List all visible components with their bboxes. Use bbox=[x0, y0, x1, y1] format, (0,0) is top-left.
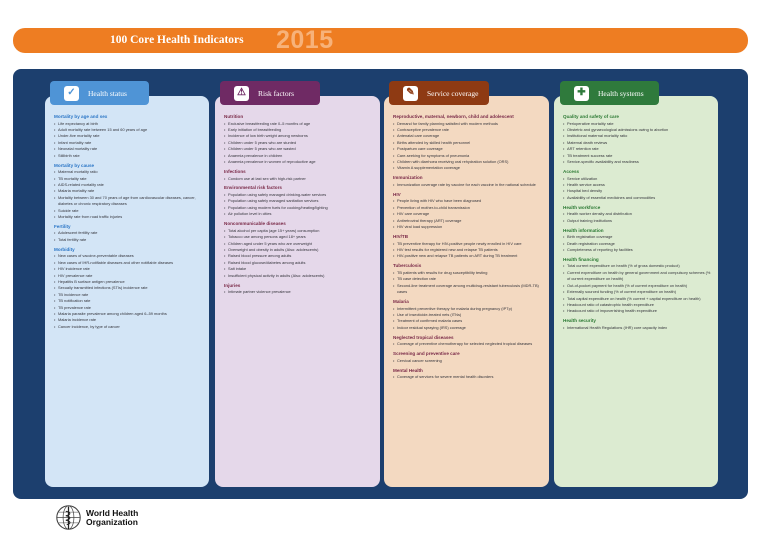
section-heading: Quality and safety of care bbox=[563, 114, 619, 119]
indicator-list bbox=[563, 176, 712, 202]
section-heading: Reproductive, maternal, newborn, child and adolescent bbox=[393, 114, 514, 119]
indicator-item: • Institutional maternal mortality ratio bbox=[563, 133, 712, 139]
indicator-item: • Antenatal care coverage bbox=[393, 133, 543, 139]
indicator-item: • Children under 5 years who are wasted bbox=[224, 146, 374, 152]
indicator-item: • Treatment of confirmed malaria cases bbox=[393, 318, 543, 324]
indicator-item: • HIV-positive new and relapse TB patients on ART during TB treatment bbox=[393, 253, 543, 259]
indicator-item: • HIV prevalence rate bbox=[54, 273, 203, 279]
indicator-list bbox=[393, 121, 543, 172]
indicator-item: • Incidence of low birth weight among newborns bbox=[224, 133, 374, 139]
indicator-section bbox=[563, 228, 712, 254]
org-name-line1: World Health bbox=[86, 507, 139, 518]
title-year: 2015 bbox=[276, 26, 334, 54]
indicator-item: • Neonatal mortality rate bbox=[54, 146, 203, 152]
syringe-icon: ✎ bbox=[403, 86, 418, 101]
indicator-item: • Contraceptive prevalence rate bbox=[393, 127, 543, 133]
indicator-item: • Adult mortality rate between 15 and 60 years of age bbox=[54, 127, 203, 133]
indicator-item: • Hospital bed density bbox=[563, 188, 712, 194]
section-heading: Mortality by age and sex bbox=[54, 114, 108, 119]
indicator-list bbox=[393, 374, 543, 380]
indicator-item: • Malaria parasite prevalence among children aged 6–59 months bbox=[54, 311, 203, 317]
indicator-item: • Raised blood glucose/diabetes among adults bbox=[224, 260, 374, 266]
who-logo bbox=[55, 504, 138, 531]
indicator-item: • TB preventive therapy for HIV-positive people newly enrolled in HIV care bbox=[393, 241, 543, 247]
indicator-item: • Coverage of services for severe mental health disorders bbox=[393, 374, 543, 380]
indicator-list bbox=[393, 358, 543, 364]
indicator-list bbox=[563, 121, 712, 166]
indicator-item: • Population using safely managed drinking-water services bbox=[224, 192, 374, 198]
indicator-item: • Children aged under 5 years who are overweight bbox=[224, 241, 374, 247]
indicator-section bbox=[224, 283, 374, 296]
tab-label: Health status bbox=[88, 88, 127, 98]
indicator-list bbox=[224, 121, 374, 166]
section-heading: Health financing bbox=[563, 256, 599, 262]
section-heading: Access bbox=[563, 168, 580, 174]
indicator-item: • Births attended by skilled health personnel bbox=[393, 140, 543, 146]
section-heading: Tuberculosis bbox=[393, 263, 422, 269]
indicator-item: • Life expectancy at birth bbox=[54, 121, 203, 127]
indicator-item: • Insufficient physical activity in adults (Also: adolescents) bbox=[224, 273, 374, 279]
indicator-section bbox=[393, 192, 543, 231]
indicator-item: • Headcount ratio of impoverishing health expenditure bbox=[563, 308, 712, 314]
indicator-item: • Care-seeking for symptoms of pneumonia bbox=[393, 153, 543, 159]
indicator-section bbox=[54, 163, 203, 221]
indicator-list bbox=[563, 263, 712, 314]
warning-icon: ⚠ bbox=[234, 86, 249, 101]
indicator-list bbox=[54, 121, 203, 159]
indicator-item: • Birth registration coverage bbox=[563, 234, 712, 240]
indicator-item: • Anaemia prevalence in children bbox=[224, 153, 374, 159]
indicator-section bbox=[54, 114, 203, 159]
indicator-item: • Prevention of mother-to-child transmission bbox=[393, 205, 543, 211]
indicator-item: • Mortality rate from road traffic injuries bbox=[54, 214, 203, 220]
indicator-item: • Cancer incidence, by type of cancer bbox=[54, 324, 203, 330]
indicator-item: • Service-specific availability and readiness bbox=[563, 159, 712, 165]
indicator-item: • Out-of-pocket payment for health (% of current expenditure on health) bbox=[563, 283, 712, 289]
indicator-item: • Tobacco use among persons aged 18+ years bbox=[224, 234, 374, 240]
indicator-item: • Use of insecticide-treated nets (ITNs) bbox=[393, 312, 543, 318]
tab-service-coverage bbox=[389, 81, 489, 105]
indicator-item: • New cases of IHR-notifiable diseases and other notifiable diseases bbox=[54, 260, 203, 266]
section-heading: Screening and preventive care bbox=[393, 351, 460, 357]
section-heading: Mental Health bbox=[393, 367, 423, 373]
section-heading: Neglected tropical diseases bbox=[393, 334, 454, 340]
indicator-item: • Health service access bbox=[563, 182, 712, 188]
tab-health-status bbox=[50, 81, 149, 105]
indicator-list bbox=[563, 211, 712, 224]
indicator-item: • Suicide rate bbox=[54, 208, 203, 214]
tab-label: Service coverage bbox=[427, 88, 479, 98]
indicator-item: • TB patients with results for drug susceptibility testing bbox=[393, 270, 543, 276]
indicator-item: • Total fertility rate bbox=[54, 237, 203, 243]
indicator-item: • Vitamin A supplementation coverage bbox=[393, 165, 543, 171]
indicator-list bbox=[224, 289, 374, 295]
indicator-item: • Perioperative mortality rate bbox=[563, 121, 712, 127]
indicator-item: • TB notification rate bbox=[54, 298, 203, 304]
indicator-item: • People living with HIV who have been diagnosed bbox=[393, 198, 543, 204]
indicator-item: • TB prevalence rate bbox=[54, 305, 203, 311]
indicator-item: • Under-five mortality rate bbox=[54, 133, 203, 139]
indicator-item: • Air pollution level in cities bbox=[224, 211, 374, 217]
indicator-section bbox=[393, 114, 543, 172]
tab-label: Health systems bbox=[598, 88, 644, 98]
indicator-item: • Coverage of preventive chemotherapy for selected neglected tropical diseases bbox=[393, 341, 543, 347]
section-heading: HIV/TB bbox=[393, 233, 409, 239]
indicator-item: • Immunization coverage rate by vaccine for each vaccine in the national schedule bbox=[393, 182, 543, 188]
indicator-item: • Overweight and obesity in adults (Also: adolescents) bbox=[224, 247, 374, 253]
indicator-item: • Current expenditure on health by general government and compulsory schemes (% of current expenditure on health) bbox=[563, 270, 712, 283]
indicator-section bbox=[393, 299, 543, 331]
indicator-item: • Infant mortality rate bbox=[54, 140, 203, 146]
section-heading: Health workforce bbox=[563, 204, 601, 210]
indicator-item: • Raised blood pressure among adults bbox=[224, 253, 374, 259]
indicator-item: • Maternal mortality ratio bbox=[54, 169, 203, 175]
indicator-list bbox=[393, 182, 543, 188]
indicator-item: • Availability of essential medicines and commodities bbox=[563, 195, 712, 201]
section-heading: Environmental risk factors bbox=[224, 185, 282, 191]
indicator-section bbox=[224, 221, 374, 279]
indicator-item: • Malaria mortality rate bbox=[54, 188, 203, 194]
indicator-section bbox=[393, 175, 543, 188]
section-heading: Health security bbox=[563, 318, 596, 324]
indicator-list bbox=[563, 325, 712, 331]
indicator-item: • Children with diarrhoea receiving oral rehydration solution (ORS) bbox=[393, 159, 543, 165]
medical-cross-icon: ✚ bbox=[574, 86, 589, 101]
indicator-item: • Adolescent fertility rate bbox=[54, 230, 203, 236]
indicator-section bbox=[224, 114, 374, 165]
indicator-section bbox=[54, 247, 203, 330]
indicator-item: • Health worker density and distribution bbox=[563, 211, 712, 217]
indicator-item: • Early initiation of breastfeeding bbox=[224, 127, 374, 133]
indicator-section bbox=[393, 335, 543, 348]
indicator-section bbox=[224, 185, 374, 217]
section-heading: HIV bbox=[393, 191, 401, 197]
indicator-item: • Intermittent preventive therapy for malaria during pregnancy (IPTp) bbox=[393, 306, 543, 312]
indicator-item: • Total current expenditure on health (% of gross domestic product) bbox=[563, 263, 712, 269]
indicator-list bbox=[393, 241, 543, 260]
indicator-list bbox=[393, 341, 543, 347]
indicator-list bbox=[393, 306, 543, 332]
section-heading: Immunization bbox=[393, 175, 423, 181]
indicator-list bbox=[224, 192, 374, 218]
indicator-list bbox=[54, 253, 203, 330]
indicator-item: • Children under 5 years who are stunted bbox=[224, 140, 374, 146]
indicator-list bbox=[54, 169, 203, 220]
indicator-item: • International Health Regulations (IHR) core capacity index bbox=[563, 325, 712, 331]
title-banner bbox=[13, 28, 748, 53]
indicator-item: • Condom use at last sex with high-risk partner bbox=[224, 176, 374, 182]
indicator-section bbox=[393, 368, 543, 381]
indicator-item: • HIV viral load suppression bbox=[393, 224, 543, 230]
indicator-item: • TB incidence rate bbox=[54, 292, 203, 298]
indicator-item: • Sexually transmitted infections (STIs) incidence rate bbox=[54, 285, 203, 291]
indicator-item: • Total capital expenditure on health (% current + capital expenditure on health) bbox=[563, 296, 712, 302]
indicator-item: • New cases of vaccine-preventable diseases bbox=[54, 253, 203, 259]
panel-service-coverage bbox=[384, 96, 549, 487]
indicator-item: • HIV care coverage bbox=[393, 211, 543, 217]
indicator-list bbox=[393, 270, 543, 296]
indicator-item: • Population using safely managed sanitation services bbox=[224, 198, 374, 204]
indicator-list bbox=[54, 230, 203, 243]
indicator-item: • ART retention rate bbox=[563, 146, 712, 152]
indicator-item: • Exclusive breastfeeding rate 0–5 months of age bbox=[224, 121, 374, 127]
panel-risk-factors bbox=[215, 96, 380, 487]
indicator-section bbox=[54, 224, 203, 243]
indicator-section bbox=[563, 169, 712, 201]
page-title: 100 Core Health Indicators bbox=[110, 34, 244, 46]
indicator-item: • Hepatitis B surface antigen prevalence bbox=[54, 279, 203, 285]
section-heading: Fertility bbox=[54, 223, 71, 229]
indicator-item: • Obstetric and gynaecological admissions owing to abortion bbox=[563, 127, 712, 133]
section-heading: Malaria bbox=[393, 299, 409, 304]
indicator-list bbox=[393, 198, 543, 230]
tab-label: Risk factors bbox=[258, 88, 295, 98]
indicator-item: • Mortality between 30 and 70 years of age from cardiovascular diseases, cancer, diabetes or chronic respiratory diseases bbox=[54, 195, 203, 208]
indicator-item: • Cervical cancer screening bbox=[393, 358, 543, 364]
section-heading: Infections bbox=[224, 168, 246, 174]
indicator-section bbox=[563, 205, 712, 224]
indicator-section bbox=[393, 351, 543, 364]
indicator-item: • Anaemia prevalence in women of reproductive age bbox=[224, 159, 374, 165]
tab-risk-factors bbox=[220, 81, 320, 105]
indicator-item: • HIV test results for registered new and relapse TB patients bbox=[393, 247, 543, 253]
indicator-item: • Second-line treatment coverage among multidrug-resistant tuberculosis (MDR-TB) cases bbox=[393, 283, 543, 296]
checkmark-icon: ✓ bbox=[64, 86, 79, 101]
indicator-item: • Postpartum care coverage bbox=[393, 146, 543, 152]
org-name-line2: Organization bbox=[86, 516, 138, 527]
tab-health-systems bbox=[560, 81, 659, 105]
indicator-section bbox=[563, 114, 712, 165]
indicator-item: • Maternal death reviews bbox=[563, 140, 712, 146]
indicator-item: • Salt intake bbox=[224, 266, 374, 272]
indicator-item: • Demand for family planning satisfied with modern methods bbox=[393, 121, 543, 127]
indicator-item: • Antiretroviral therapy (ART) coverage bbox=[393, 218, 543, 224]
indicator-section bbox=[563, 257, 712, 315]
section-heading: Health information bbox=[563, 227, 604, 233]
indicator-item: • Indoor residual spraying (IRS) coverage bbox=[393, 325, 543, 331]
indicator-item: • TB treatment success rate bbox=[563, 153, 712, 159]
indicator-item: • Malaria incidence rate bbox=[54, 317, 203, 323]
indicator-item: • Intimate partner violence prevalence bbox=[224, 289, 374, 295]
indicator-item: • TB mortality rate bbox=[54, 176, 203, 182]
indicator-list bbox=[563, 234, 712, 253]
panel-health-status bbox=[45, 96, 209, 487]
indicator-item: • Completeness of reporting by facilities bbox=[563, 247, 712, 253]
indicator-section bbox=[393, 234, 543, 260]
indicator-item: • Stillbirth rate bbox=[54, 153, 203, 159]
indicator-item: • Output training institutions bbox=[563, 218, 712, 224]
indicator-section bbox=[224, 169, 374, 182]
indicator-section bbox=[563, 318, 712, 331]
indicator-item: • AIDS-related mortality rate bbox=[54, 182, 203, 188]
globe-emblem-icon bbox=[55, 504, 82, 531]
indicator-section bbox=[393, 263, 543, 295]
indicator-item: • Death registration coverage bbox=[563, 241, 712, 247]
section-heading: Nutrition bbox=[224, 114, 244, 119]
indicator-item: • HIV incidence rate bbox=[54, 266, 203, 272]
indicator-item: • TB case detection rate bbox=[393, 276, 543, 282]
indicator-list bbox=[224, 176, 374, 182]
panel-health-systems bbox=[554, 96, 718, 487]
section-heading: Noncommunicable diseases bbox=[224, 221, 286, 227]
indicator-item: • Population using modern fuels for cooking/heating/lighting bbox=[224, 205, 374, 211]
section-heading: Morbidity bbox=[54, 246, 75, 252]
indicator-item: • Headcount ratio of catastrophic health expenditure bbox=[563, 302, 712, 308]
indicator-item: • Total alcohol per capita (age 15+ years) consumption bbox=[224, 228, 374, 234]
section-heading: Injuries bbox=[224, 282, 241, 288]
indicator-item: • Service utilization bbox=[563, 176, 712, 182]
indicator-item: • Externally sourced funding (% of current expenditure on health) bbox=[563, 289, 712, 295]
section-heading: Mortality by cause bbox=[54, 162, 95, 168]
indicator-list bbox=[224, 228, 374, 279]
